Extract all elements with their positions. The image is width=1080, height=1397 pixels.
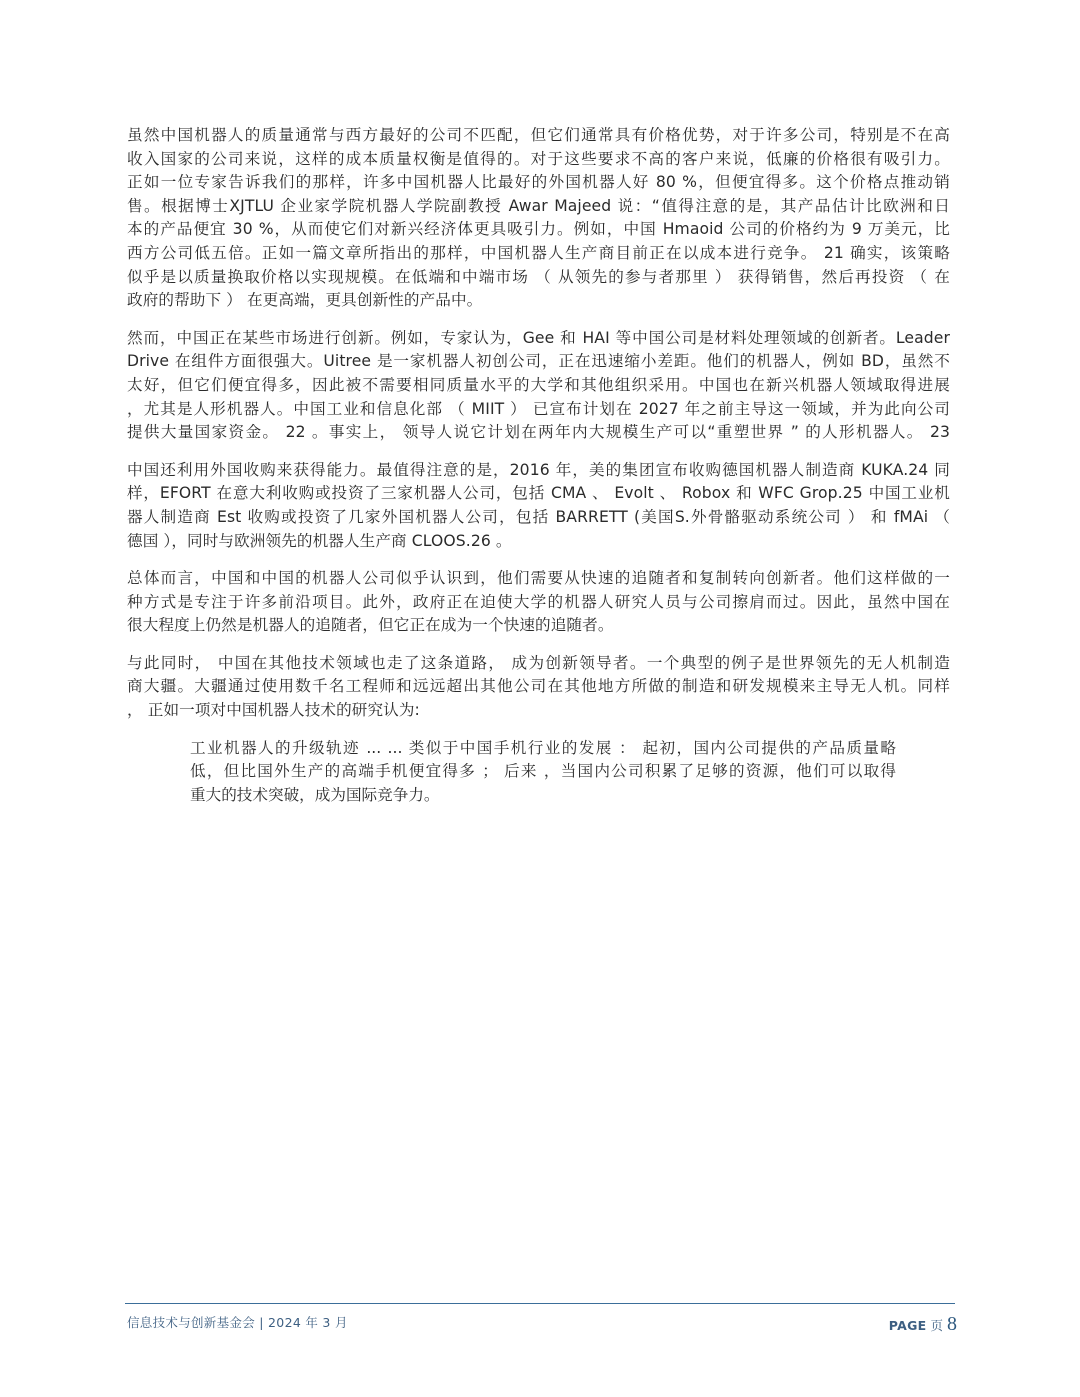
text-line: 正如一位专家告诉我们的那样，许多中国机器人比最好的外国机器人好 80 %，但便宜得多。这个价格点推动销 xyxy=(127,173,950,192)
text-line: 收入国家的公司来说，这样的成本质量权衡是值得的。对于这些要求不高的客户来说，低廉的价格很有吸引力。 xyxy=(127,149,950,168)
text-line: 器人制造商 Est 收购或投资了几家外国机器人公司，包括 BARRETT (美国S.外骨骼驱动系统公司 ） 和 fMAi （ xyxy=(127,507,950,526)
text-line: 样，EFORT 在意大利收购或投资了三家机器人公司，包括 CMA 、 Evolt 、 Robox 和 WFC Grop.25 中国工业机 xyxy=(127,484,950,503)
text-line: 商大疆。大疆通过使用数千名工程师和远远超出其他公司在其他地方所做的制造和研发规模来主导无人机。同样 xyxy=(127,677,950,696)
text-line: 太好，但它们便宜得多，因此被不需要相同质量水平的大学和其他组织采用。中国也在新兴机器人领域取得进展 xyxy=(127,375,950,394)
text-line: 政府的帮助下 ） 在更高端，更具创新性的产品中。 xyxy=(127,291,483,310)
block-quote xyxy=(190,737,896,808)
page-number: 8 xyxy=(947,1313,957,1335)
page-label-cn: 页 xyxy=(930,1318,943,1333)
text-line: 虽然中国机器人的质量通常与西方最好的公司不匹配，但它们通常具有价格优势，对于许多公司，特别是不在高 xyxy=(127,126,950,144)
text-line: 售。根据博士XJTLU 企业家学院机器人学院副教授 Awar Majeed 说：“值得注意的是，其产品估计比欧洲和日 xyxy=(127,196,950,215)
quote-line: 低，但比国外生产的高端手机便宜得多 ； 后来 ，当国内公司积累了足够的资源，他们可以取得 xyxy=(190,762,896,781)
text-line: 似乎是以质量换取价格以实现规模。在低端和中端市场 （ 从领先的参与者那里 ） 获得销售，然后再投资 （ 在 xyxy=(127,267,950,286)
paragraph-summary xyxy=(127,567,950,638)
quote-line: 工业机器人的升级轨迹 ... ... 类似于中国手机行业的发展 ： 起初，国内公司提供的产品质量略 xyxy=(190,738,896,757)
text-line: 总体而言，中国和中国的机器人公司似乎认识到，他们需要从快速的追随者和复制转向创新者。他们这样做的一 xyxy=(127,569,950,588)
text-line: 本的产品便宜 30 %，从而使它们对新兴经济体更具吸引力。例如，中国 Hmaoid 公司的价格约为 9 万美元，比 xyxy=(127,220,950,239)
paragraph-innovation xyxy=(127,327,950,445)
quote-line: 重大的技术突破，成为国际竞争力。 xyxy=(190,785,440,804)
text-line: 中国还利用外国收购来获得能力。最值得注意的是，2016 年，美的集团宣布收购德国机器人制造商 KUKA.24 同 xyxy=(127,460,950,479)
text-line: 然而，中国正在某些市场进行创新。例如，专家认为，Gee 和 HAI 等中国公司是材料处理领域的创新者。Leader xyxy=(127,328,950,347)
footer-divider xyxy=(125,1303,955,1304)
paragraph-acquisitions xyxy=(127,459,950,553)
text-line: ，尤其是人形机器人。中国工业和信息化部 （ MIIT ） 已宣布计划在 2027 年之前主导这一领域，并为此向公司 xyxy=(127,399,950,418)
footer-page-indicator xyxy=(889,1313,957,1336)
text-line: 提供大量国家资金。 22 。事实上， 领导人说它计划在两年内大规模生产可以“重塑世界 ” 的人形机器人。 23 xyxy=(127,423,950,442)
text-line: 西方公司低五倍。正如一篇文章所指出的那样，中国机器人生产商目前正在以成本进行竞争。 21 确实，该策略 xyxy=(127,243,950,262)
text-line: 德国 ），同时与欧洲领先的机器人生产商 CLOOS.26 。 xyxy=(127,531,512,550)
footer-org-date: 信息技术与创新基金会 | 2024 年 3 月 xyxy=(127,1315,348,1330)
text-line: Drive 在组件方面很强大。Uitree 是一家机器人初创公司，正在迅速缩小差距。他们的机器人，例如 BD，虽然不 xyxy=(127,352,950,371)
text-line: 种方式是专注于许多前沿项目。此外，政府正在迫使大学的机器人研究人员与公司擦肩而过。因此，虽然中国在 xyxy=(127,592,950,611)
text-line: 与此同时， 中国在其他技术领域也走了这条道路， 成为创新领导者。一个典型的例子是世界领先的无人机制造 xyxy=(127,653,950,672)
text-line: ， 正如一项对中国机器人技术的研究认为: xyxy=(127,701,420,720)
document-body xyxy=(127,124,950,807)
page-label: PAGE xyxy=(888,1318,927,1333)
paragraph-drone-example xyxy=(127,652,950,723)
text-line: 很大程度上仍然是机器人的追随者，但它正在成为一个快速的追随者。 xyxy=(127,616,614,635)
paragraph-cost-advantage xyxy=(127,124,950,313)
